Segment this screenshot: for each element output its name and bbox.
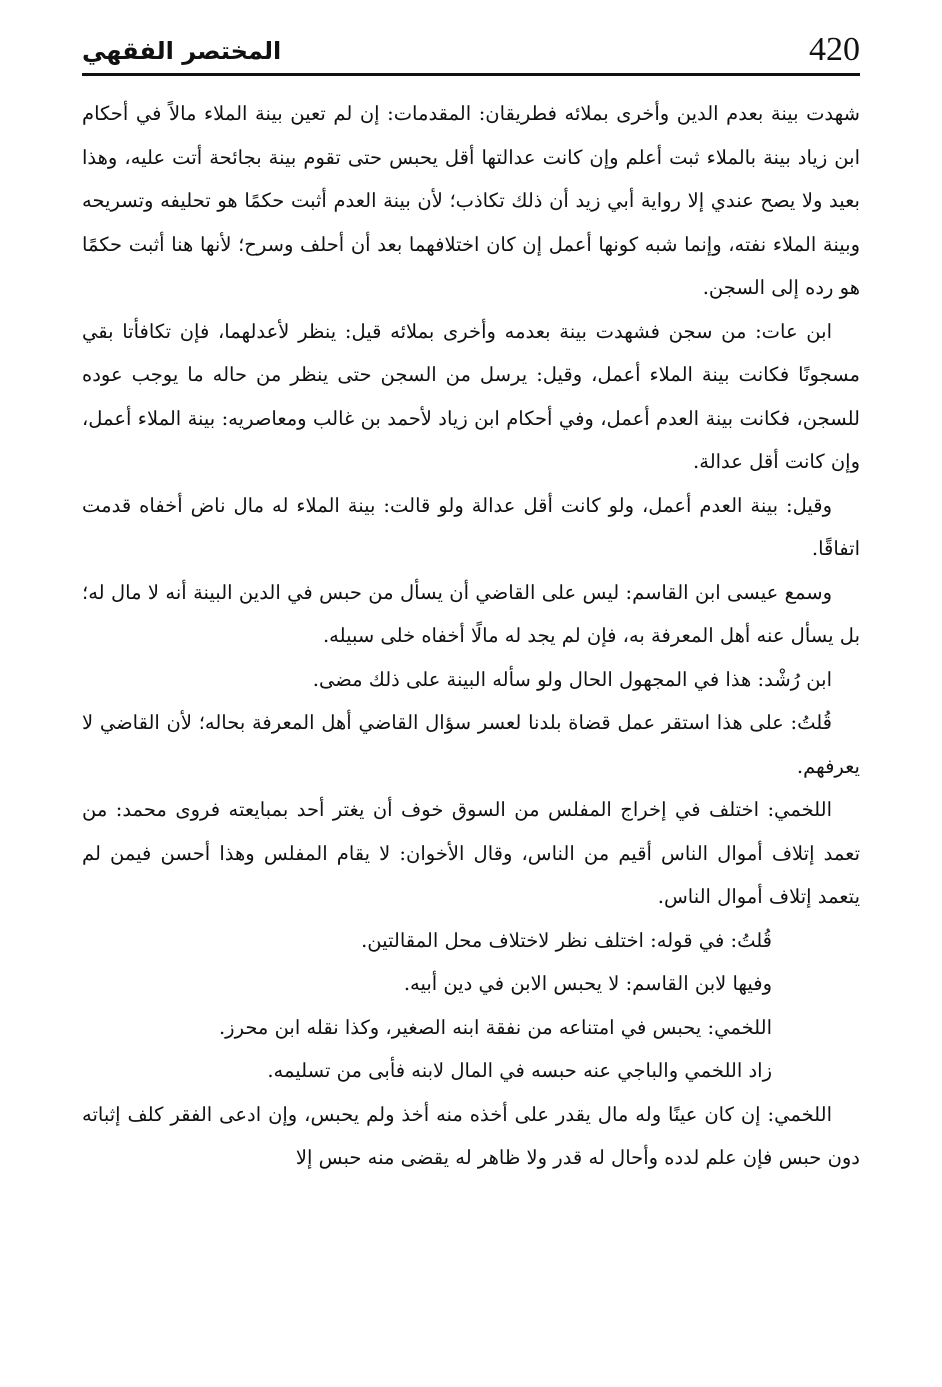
paragraph: اللخمي: يحبس في امتناعه من نفقة ابنه الصغير، وكذا نقله ابن محرز. bbox=[218, 1015, 772, 1039]
running-title: المختصر الفقهي bbox=[82, 37, 282, 65]
paragraph: وقيل: بينة العدم أعمل، ولو كانت أقل عدالة ولو قالت: بينة الملاء له مال ناض أخفاه قدمت اتفاقًا. bbox=[82, 493, 860, 560]
paragraph: وسمع عيسى ابن القاسم: ليس على القاضي أن يسأل من حبس في الدين البينة أنه لا مال له؛ بل يسأل عنه أهل المعرفة به، فإن لم يجد له مالًا أخفاه خلى سبيله. bbox=[82, 580, 860, 647]
paragraph: قُلتُ: في قوله: اختلف نظر لاختلاف محل المقالتين. bbox=[361, 928, 772, 952]
paragraph: اللخمي: إن كان عينًا وله مال يقدر على أخذه منه أخذ ولم يحبس، وإن ادعى الفقر كلف إثباته دون حبس فإن علم لدده وأحال له قدر ولا ظاهر له يقضى منه حبس إلا bbox=[82, 1102, 860, 1169]
page-header bbox=[82, 28, 860, 76]
paragraph: ابن عات: من سجن فشهدت بينة بعدمه وأخرى بملائه قيل: ينظر لأعدلهما، فإن تكافأتا بقي مسجونًا فكانت بينة الملاء أعمل، وقيل: يرسل من السجن حتى ينظر من حاله ما يوجب عوده للسجن، فكانت بينة العدم أعمل، وفي أحكام ابن زياد لأحمد بن غالب ومعاصريه: بينة الملاء أعمل، وإن كانت أقل عدالة. bbox=[82, 319, 860, 473]
paragraph: اللخمي: اختلف في إخراج المفلس من السوق خوف أن يغتر أحد بمبايعته فروى محمد: من تعمد إتلاف أموال الناس أقيم من الناس، وقال الأخوان: لا يقام المفلس وهذا أحسن فيمن لم يتعمد إتلاف أموال الناس. bbox=[82, 798, 860, 908]
paragraph: ابن رُشْد: هذا في المجهول الحال ولو سأله البينة على ذلك مضى. bbox=[312, 667, 832, 691]
body-text bbox=[82, 92, 860, 1180]
paragraph: قُلتُ: على هذا استقر عمل قضاة بلدنا لعسر سؤال القاضي أهل المعرفة بحاله؛ لأن القاضي لا يعرفهم. bbox=[82, 711, 860, 778]
header-rule bbox=[82, 73, 860, 76]
page-number: 420 bbox=[809, 31, 860, 68]
paragraph: وفيها لابن القاسم: لا يحبس الابن في دين أبيه. bbox=[403, 972, 772, 995]
paragraph: زاد اللخمي والباجي عنه حبسه في المال لابنه فأبى من تسليمه. bbox=[267, 1059, 772, 1082]
paragraph: شهدت بينة بعدم الدين وأخرى بملائه فطريقان: المقدمات: إن لم تعين بينة الملاء مالاً في أحكام ابن زياد بينة بالملاء ثبت أعلم وإن كانت عدالتها أقل يحبس حتى تقوم بينة بجائحة أتت عليه، وهذا بعيد ولا يصح عندي إلا رواية أبي زيد أن ذلك تكاذب؛ لأن بينة العدم أثبت حكمًا هو تحليفه وتسريحه وبينة الملاء نفته، وإنما شبه كونها أعمل إن كان اختلافهما بعد أن أحلف وسرح؛ لأنها هنا أثبت حكمًا هو رده إلى السجن. bbox=[82, 102, 860, 299]
